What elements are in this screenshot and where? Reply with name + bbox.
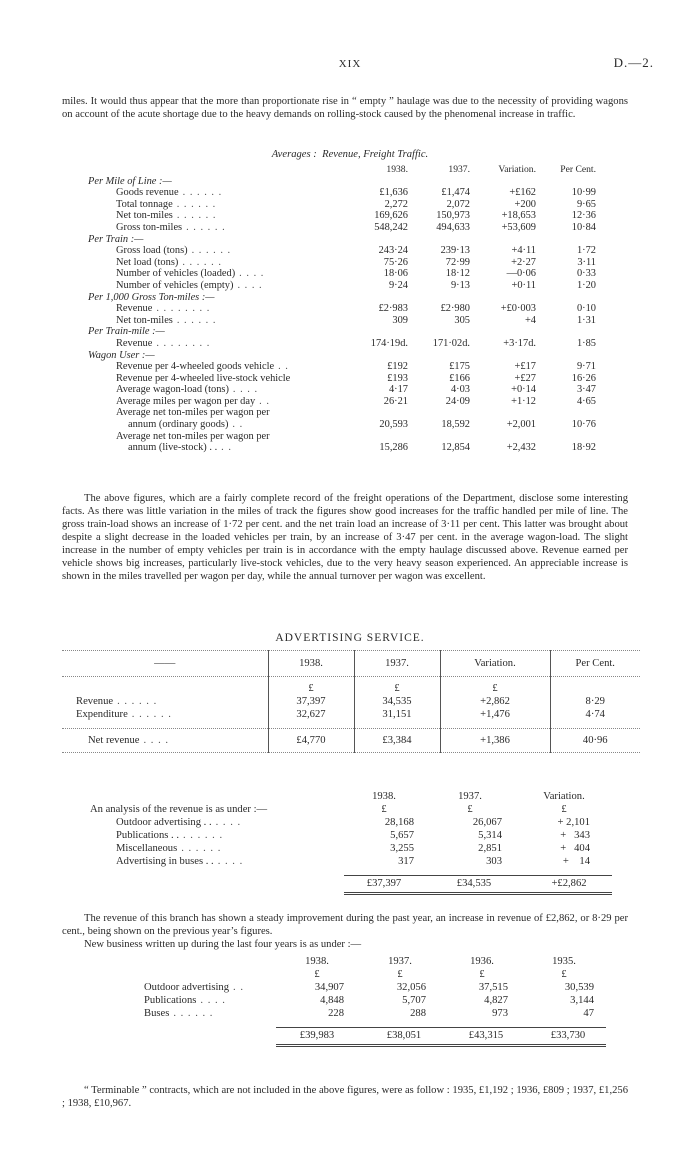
freight-row-1938 [346,431,408,443]
freight-row-percent: 9·65 [576,198,596,210]
new-business-row-1935: 47 [583,1008,594,1019]
freight-row-label: Average net ton-miles per wagon per [116,407,270,419]
advertising-row-1937: 34,535 [354,695,440,708]
freight-row-variation: +53,609 [501,221,536,233]
freight-row-percent: 9·71 [576,361,596,373]
freight-row [88,384,596,396]
freight-commentary-paragraph: The above figures, which are a fairly complete record of the freight operations of the Department, disclose some interesting facts. As there was little variation in the miles of track the figures show good increases for the traffic handled per mile of line. The gross train-load shows an increase of 1·72 per cent. and the net train load an increase of 3·11 per cent. This latter was brought about despite a slight decrease in the loaded vehicles per train, by an increase of 3·47 per cent. in the average wagon-load. The slight increase in the number of empty vehicles per train is in accordance with the empty haulage discussed above. Revenue earned per vehicle shows big increases, particularly live-stock vehicles, due to the very heavy season experienced. An appreciable increase is shown in the miles travelled per wagon per day, while the annual turnover per wagon was excellent. [62,493,628,582]
freight-row-1938: 548,242 [374,221,408,233]
freight-row-variation [470,431,536,443]
new-business-row-1937: 288 [410,1008,426,1019]
analysis-total-1937: £34,535 [424,875,516,893]
new-business-row-1936: 37,515 [478,982,508,993]
freight-stub-header [88,164,346,176]
freight-row-percent: 1·85 [576,337,596,349]
freight-row-1938: 26·21 [383,395,408,407]
advertising-net-1938: £4,770 [268,729,354,753]
freight-row-variation [470,407,536,419]
freight-row [88,245,596,257]
freight-row-percent: 16·26 [571,372,596,384]
new-business-col-1935: 1935. [552,956,576,967]
freight-row [88,315,596,327]
freight-row [88,280,596,292]
freight-row-1937: 2,072 [446,198,470,210]
analysis-row-1938: 28,168 [384,817,414,828]
advertising-row-percent: 8·29 [550,695,640,708]
freight-row-1938: £192 [387,361,408,373]
freight-row-variation: +4·11 [511,245,536,257]
analysis-row-variation: + 14 [562,856,590,867]
analysis-row: Miscellaneous . . . . . . 3,255 2,851 + 404 [92,842,612,855]
new-business-intro: New business written up during the last four years is as under :— [84,939,362,950]
freight-row-percent: 1·72 [576,245,596,257]
freight-row [88,257,596,269]
analysis-col-variation: Variation. [543,791,585,802]
analysis-row-1937: 303 [486,856,502,867]
freight-row-1937: 12,854 [441,442,470,454]
new-business-row: Publications . . . . 4,848 5,707 4,827 3,144 [144,994,606,1007]
freight-row-percent [536,431,596,443]
freight-row-1938: 4·17 [388,384,408,396]
freight-row-1937: 18·12 [445,268,470,280]
freight-section-label: Per 1,000 Gross Ton-miles :— [88,291,215,303]
new-business-row: Outdoor advertising . . 34,907 32,056 37,515 30,539 [144,981,606,994]
freight-row-percent: 0·33 [576,268,596,280]
analysis-col-1937: 1937. [458,791,482,802]
new-business-total-1938: £39,983 [276,1027,358,1045]
freight-row-percent: 1·20 [576,279,596,291]
new-business-total-1937: £38,051 [358,1027,442,1045]
terminable-contracts-paragraph: “ Terminable ” contracts, which are not included in the above figures, were as follow : 1935, £1,192 ; 1936, £809 ; 1937, £1,256 ; 1938, £10,967. [62,1085,628,1109]
freight-row-percent: 10·84 [571,221,596,233]
freight-row-1938 [346,407,408,419]
freight-row-variation: +200 [514,198,536,210]
freight-row-1937: 72·99 [445,256,470,268]
intro-paragraph: miles. It would thus appear that the more than proportionate rise in “ empty ” haulage was due to the necessity of providing wagons on account of the acute shortage due to the heavy demands on rolling-stock caused by the phenomenal increase in traffic. [62,96,628,120]
freight-row-percent: 12·36 [571,210,596,222]
freight-row-percent: 10·99 [571,187,596,199]
freight-row-variation: +18,653 [501,210,536,222]
new-business-row-1936: 973 [492,1008,508,1019]
freight-row-variation: +2·27 [511,256,536,268]
freight-row-1937: 494,633 [436,221,470,233]
new-business-row-1935: 30,539 [564,982,594,993]
freight-row-label: Revenue per 4-wheeled goods vehicle . . [116,361,289,373]
analysis-col-1938: 1938. [372,791,396,802]
freight-row [88,373,596,385]
freight-row-1937: 4·03 [450,384,470,396]
freight-row-variation: +3·17d. [503,337,536,349]
freight-section-label: Per Train-mile :— [88,326,165,338]
new-business-col-1937: 1937. [388,956,412,967]
advertising-unit-1937: £ [354,677,440,695]
analysis-row-1937: 5,314 [478,830,502,841]
freight-row-variation: +0·14 [511,384,536,396]
freight-section [88,234,596,246]
new-business-row-1935: 3,144 [570,995,594,1006]
analysis-row-variation: + 404 [560,843,590,854]
freight-row-1937: 239·13 [440,245,470,257]
revenue-analysis-table [92,790,612,895]
new-business-row-1937: 32,056 [396,982,426,993]
freight-row [88,338,596,350]
analysis-row-label: Advertising in buses . . [116,856,214,867]
freight-row-percent: 18·92 [571,442,596,454]
freight-row [88,407,596,419]
freight-row-1938: 2,272 [384,198,408,210]
analysis-row-1938: 3,255 [390,843,414,854]
new-business-row-label: Buses [144,1008,170,1019]
freight-section [88,292,596,304]
freight-row-label: Number of vehicles (empty) . . . . [116,279,263,291]
freight-row [88,199,596,211]
freight-row-variation: +2,001 [506,419,536,431]
freight-section [88,176,596,188]
new-business-total-1935: £33,730 [522,1027,606,1045]
new-business-row-1936: 4,827 [484,995,508,1006]
freight-row-label: Goods revenue . . . . . . [116,187,223,199]
freight-row-1938: 18·06 [383,268,408,280]
analysis-row: Advertising in buses . . . . . . 317 303 + 14 [92,855,612,868]
freight-row-1938: £2·983 [378,303,408,315]
freight-row [88,361,596,373]
freight-row-label: Average miles per wagon per day . . [116,395,270,407]
freight-row-percent: 0·10 [576,303,596,315]
analysis-total-variation: +£2,862 [516,875,612,893]
document-reference: D.—2. [613,55,654,70]
analysis-row-label: Miscellaneous [116,843,178,854]
freight-row-1938: £1,636 [379,187,408,199]
new-business-col-1938: 1938. [305,956,329,967]
page-number: XIX [338,58,362,70]
branch-revenue-paragraph: The revenue of this branch has shown a steady improvement during the past year, an increase in revenue of £2,862, or 8·29 per cent., being shown on the previous year’s figures. [62,913,628,937]
freight-row-1938: 243·24 [378,245,408,257]
new-business-col-1936: 1936. [470,956,494,967]
analysis-row-variation: + 343 [560,830,590,841]
freight-section-label: Per Train :— [88,233,144,245]
freight-row-1937: 24·09 [445,395,470,407]
freight-row [88,442,596,454]
new-business-row-1938: 228 [328,1008,344,1019]
freight-row-label: annum (ordinary goods) . . [128,419,244,431]
freight-row-1937: 9·13 [450,279,470,291]
freight-row-1938: 20,593 [379,419,408,431]
advertising-net-label: Net revenue . . . . [88,735,170,746]
freight-row-label: Net ton-miles . . . . . . [116,314,217,326]
advertising-row-1938: 37,397 [268,695,354,708]
advertising-row-1938: 32,627 [268,708,354,721]
new-business-row-label: Outdoor advertising [144,982,230,993]
new-business-unit-1937: £ [397,969,403,980]
freight-row [88,187,596,199]
freight-col-percent: Per Cent. [560,164,596,175]
new-business-row-label: Publications [144,995,197,1006]
advertising-unit-variation: £ [440,677,550,695]
freight-row-label: Total tonnage . . . . . . [116,198,217,210]
freight-title-averages: Averages : [271,149,317,160]
analysis-row-1937: 2,851 [478,843,502,854]
new-business-row-1938: 34,907 [314,982,344,993]
new-business-unit-1938: £ [314,969,320,980]
analysis-unit-1937: £ [467,804,473,815]
advertising-col-percent: Per Cent. [550,651,640,677]
freight-row-1938: 15,286 [379,442,408,454]
freight-row [88,419,596,431]
freight-row [88,268,596,280]
advertising-col-1937: 1937. [354,651,440,677]
advertising-table [62,650,640,753]
advertising-row-label: Revenue . . . . . . [76,695,158,707]
new-business-table [144,955,606,1047]
analysis-row-1938: 317 [398,856,414,867]
advertising-unit-1938: £ [268,677,354,695]
freight-row-variation: +0·11 [511,279,536,291]
freight-row-percent: 3·11 [577,256,596,268]
freight-row-1937: £166 [449,372,470,384]
freight-row-1938: £193 [387,372,408,384]
analysis-row: Outdoor advertising . . . . . . 28,168 26,067 + 2,101 [92,816,612,829]
freight-row [88,210,596,222]
freight-row-1937: 171·02d. [432,337,470,349]
analysis-unit-1938: £ [381,804,387,815]
new-business-unit-1935: £ [561,969,567,980]
freight-row [88,396,596,408]
advertising-col-1938: 1938. [268,651,354,677]
advertising-row-variation: +1,476 [440,708,550,721]
freight-row-1937 [408,407,470,419]
freight-row-1937: 150,973 [436,210,470,222]
freight-row-1937 [408,431,470,443]
freight-section [88,326,596,338]
freight-row-1938: 309 [392,314,408,326]
freight-row-variation: +£162 [509,187,536,199]
freight-row-label: Revenue . . . . . . . . [116,303,211,315]
freight-row-label: Number of vehicles (loaded) . . . . [116,268,265,280]
freight-row-percent: 1·31 [576,314,596,326]
freight-col-1938: 1938. [386,164,408,175]
new-business-total-1936: £43,315 [442,1027,522,1045]
advertising-heading: ADVERTISING SERVICE. [275,632,425,644]
freight-row-1937: 305 [454,314,470,326]
freight-section-label: Per Mile of Line :— [88,175,172,187]
freight-row-variation: +£0·003 [500,303,536,315]
freight-row-label: Revenue per 4-wheeled live-stock vehicle [116,372,291,384]
freight-row-percent: 4·65 [576,395,596,407]
advertising-net-variation: +1,386 [440,729,550,753]
freight-row [88,222,596,234]
new-business-row-1938: 4,848 [320,995,344,1006]
new-business-unit-1936: £ [479,969,485,980]
freight-title-revenue: Revenue, Freight Traffic. [322,149,429,160]
freight-row-label: Average net ton-miles per wagon per [116,430,270,442]
freight-col-1937: 1937. [448,164,470,175]
freight-row-label: Net ton-miles . . . . . . [116,210,217,222]
freight-row-label: annum (live-stock) . . . . [128,442,232,454]
freight-section-label: Wagon User :— [88,349,155,361]
freight-row-label: Gross load (tons) . . . . . . [116,245,232,257]
analysis-unit-variation: £ [561,804,567,815]
freight-row-1938: 169,626 [374,210,408,222]
freight-row-percent: 3·47 [576,384,596,396]
advertising-row-1937: 31,151 [354,708,440,721]
freight-row-percent: 10·76 [571,419,596,431]
freight-row-variation: +£27 [514,372,536,384]
freight-row-variation: +1·12 [511,395,536,407]
freight-row-1937: £175 [449,361,470,373]
freight-row-label: Net load (tons) . . . . . . [116,256,222,268]
freight-averages-table [88,164,596,454]
advertising-net-1937: £3,384 [354,729,440,753]
freight-row-1937: 18,592 [441,419,470,431]
analysis-row-label: Outdoor advertising . . [116,817,212,828]
advertising-net-percent: 40·96 [550,729,640,753]
analysis-intro: An analysis of the revenue is as under :— [90,804,268,815]
analysis-row-1938: 5,657 [390,830,414,841]
freight-row-percent [536,407,596,419]
freight-row-1938: 75·26 [383,256,408,268]
freight-table-title [0,148,700,161]
analysis-row-1937: 26,067 [472,817,502,828]
freight-row-label: Revenue . . . . . . . . [116,337,211,349]
new-business-row: Buses . . . . . . 228 288 973 47 [144,1007,606,1020]
freight-col-variation: Variation. [498,164,536,175]
analysis-total-1938: £37,397 [344,875,424,893]
freight-row [88,431,596,443]
freight-row-variation: —0·06 [506,268,536,280]
freight-row-1937: £2·980 [440,303,470,315]
freight-row-1938: 174·19d. [370,337,408,349]
analysis-row-variation: + 2,101 [557,817,590,828]
freight-row-1938: 9·24 [388,279,408,291]
freight-row [88,303,596,315]
advertising-row-percent: 4·74 [550,708,640,721]
freight-row-label: Gross ton-miles . . . . . . [116,221,226,233]
new-business-row-1937: 5,707 [402,995,426,1006]
freight-row-1937: £1,474 [441,187,470,199]
freight-row-variation: +£17 [514,361,536,373]
freight-row-label: Average wagon-load (tons) . . . . [116,384,259,396]
analysis-row: Publications . . . . . . . . 5,657 5,314 + 343 [92,829,612,842]
advertising-row-variation: +2,862 [440,695,550,708]
advertising-row-label: Expenditure . . . . . . [76,708,172,720]
freight-row-variation: +2,432 [506,442,536,454]
freight-section [88,350,596,362]
advertising-stub-header: —— [154,658,176,669]
advertising-col-variation: Variation. [440,651,550,677]
analysis-row-label: Publications . . [116,830,179,841]
freight-row-variation: +4 [524,314,536,326]
